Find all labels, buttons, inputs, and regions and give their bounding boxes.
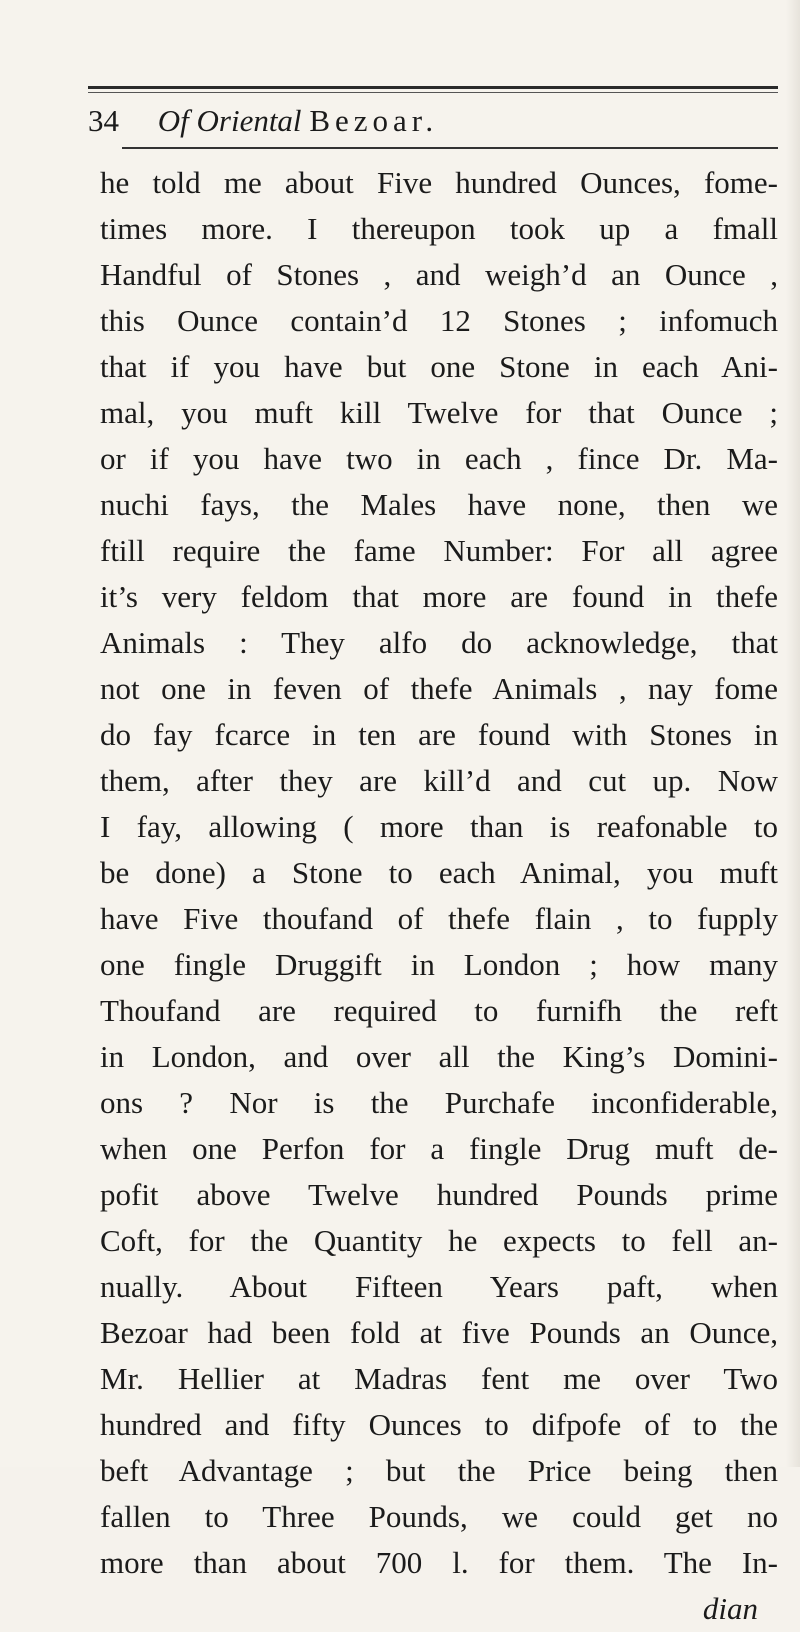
text-line: he told me about Five hundred Ounces, fome- [100, 165, 778, 200]
text-line: more than about 700 l. for them. The In- [100, 1545, 778, 1580]
text-line: times more. I thereupon took up a fmall [100, 211, 778, 246]
top-rule-thin [88, 92, 778, 93]
text-line: in London, and over all the King’s Domini- [100, 1039, 778, 1074]
text-line: ons ? Nor is the Purchafe inconfiderable, [100, 1085, 778, 1120]
page-header [88, 96, 778, 146]
text-line: Handful of Stones , and weigh’d an Ounce , [100, 257, 778, 292]
text-line: or if you have two in each , fince Dr. Ma- [100, 441, 778, 476]
text-line: Thoufand are required to furnifh the reft [100, 993, 778, 1028]
top-rule [88, 86, 778, 89]
text-line: nuchi fays, the Males have none, then we [100, 487, 778, 522]
text-line: them, after they are kill’d and cut up. Now [100, 763, 778, 798]
page-number: 34 [88, 103, 119, 138]
text-line: Coft, for the Quantity he expects to fell an- [100, 1223, 778, 1258]
text-line: be done) a Stone to each Animal, you muft [100, 855, 778, 890]
page-edge-shadow [786, 0, 800, 1467]
text-line: have Five thoufand of thefe flain , to fupply [100, 901, 778, 936]
text-line: Animals : They alfo do acknowledge, that [100, 625, 778, 660]
running-head-main: Bezoar. [309, 103, 439, 138]
text-line: nually. About Fifteen Years paft, when [100, 1269, 778, 1304]
text-line: when one Perfon for a fingle Drug muft de- [100, 1131, 778, 1166]
text-line: beft Advantage ; but the Price being then [100, 1453, 778, 1488]
catchword: dian [702, 1591, 758, 1626]
text-line: that if you have but one Stone in each Ani- [100, 349, 778, 384]
running-head-of: Of Oriental [157, 103, 302, 138]
text-line: pofit above Twelve hundred Pounds prime [100, 1177, 778, 1212]
header-rule [122, 147, 778, 149]
text-line: ftill require the fame Number: For all agree [100, 533, 778, 568]
text-line: not one in feven of thefe Animals , nay fome [100, 671, 778, 706]
text-line: I fay, allowing ( more than is reafonable to [100, 809, 778, 844]
text-line: mal, you muft kill Twelve for that Ounce ; [100, 395, 778, 430]
text-line: one fingle Druggift in London ; how many [100, 947, 778, 982]
text-line: hundred and fifty Ounces to difpofe of to the [100, 1407, 778, 1442]
text-line: fallen to Three Pounds, we could get no [100, 1499, 778, 1534]
text-line: Bezoar had been fold at five Pounds an Ounce, [100, 1315, 778, 1350]
text-line: this Ounce contain’d 12 Stones ; infomuch [100, 303, 778, 338]
text-line: Mr. Hellier at Madras fent me over Two [100, 1361, 778, 1396]
text-line: it’s very feldom that more are found in thefe [100, 579, 778, 614]
text-line: do fay fcarce in ten are found with Stones in [100, 717, 778, 752]
body-text [100, 160, 778, 1632]
